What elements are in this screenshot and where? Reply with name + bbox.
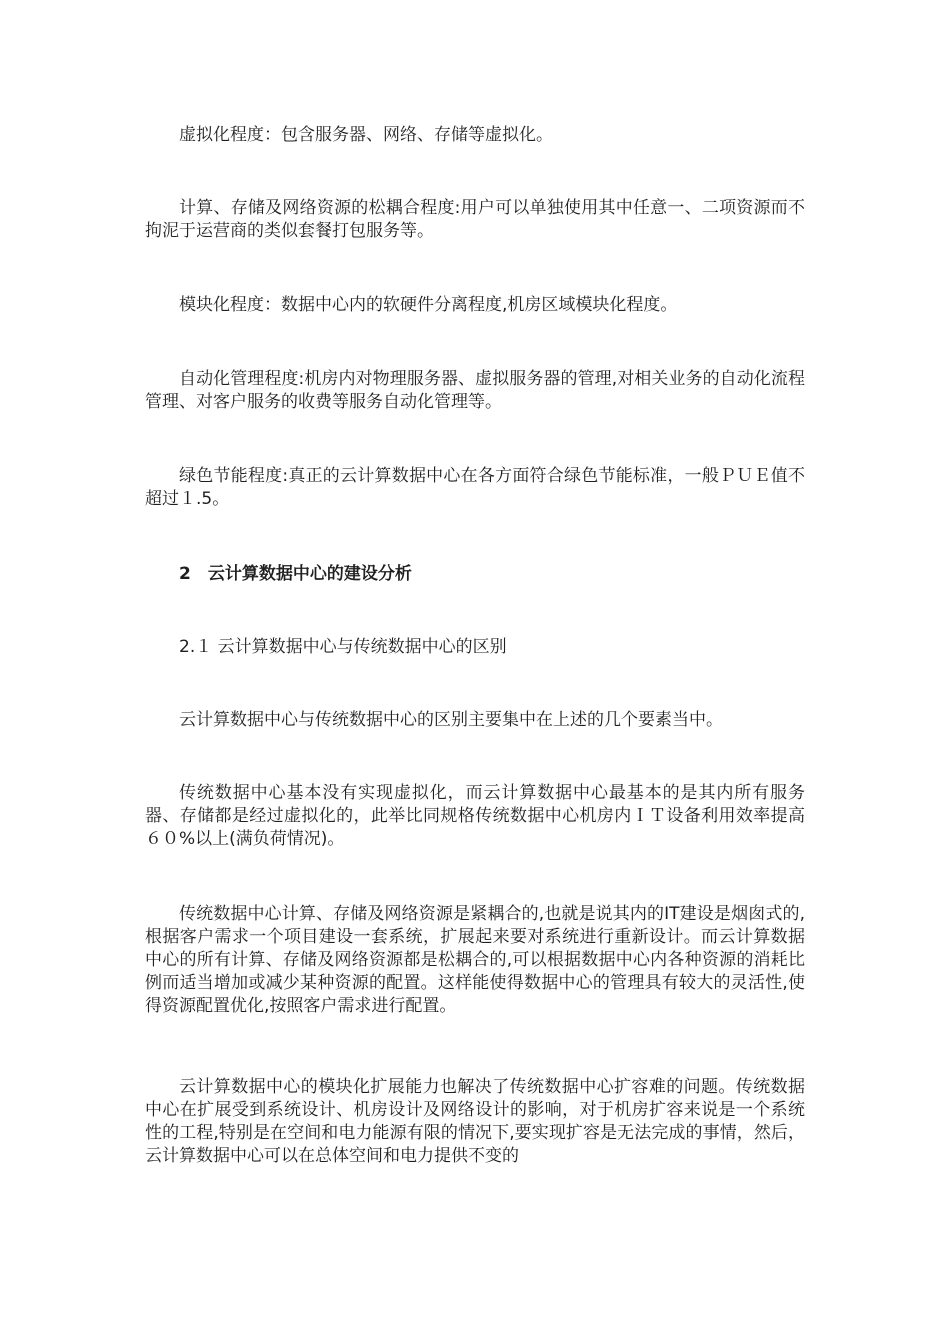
section-heading: 2 云计算数据中心的建设分析 — [179, 564, 412, 584]
paragraph-green-energy: 绿色节能程度:真正的云计算数据中心在各方面符合绿色节能标准，一般ＰＵＥ值不超过１.5。 — [145, 466, 805, 509]
paragraph-automation: 自动化管理程度:机房内对物理服务器、虚拟服务器的管理,对相关业务的自动化流程管理、对客户服务的收费等服务自动化管理等。 — [145, 369, 805, 412]
paragraph-virtualization: 虚拟化程度：包含服务器、网络、存储等虚拟化。 — [179, 125, 553, 145]
paragraph-virtualization-comparison: 传统数据中心基本没有实现虚拟化，而云计算数据中心最基本的是其内所有服务器、存储都是经过虚拟化的，此举比同规格传统数据中心机房内ＩＴ设备利用效率提高６０%以上(满负荷情况)。 — [145, 783, 805, 849]
paragraph-coupling-comparison: 传统数据中心计算、存储及网络资源是紧耦合的,也就是说其内的IT建设是烟囱式的,根据客户需求一个项目建设一套系统，扩展起来要对系统进行重新设计。而云计算数据中心的所有计算、存储及网络资源都是松耦合的,可以根据数据中心内各种资源的消耗比例而适当增加或减少某种资源的配置。这样能使得数据中心的管理具有较大的灵活性,使得资源配置优化,按照客户需求进行配置。 — [145, 904, 805, 1016]
paragraph-loose-coupling: 计算、存储及网络资源的松耦合程度:用户可以单独使用其中任意一、二项资源而不拘泥于运营商的类似套餐打包服务等。 — [145, 198, 805, 241]
paragraph-difference-summary: 云计算数据中心与传统数据中心的区别主要集中在上述的几个要素当中。 — [179, 710, 723, 730]
paragraph-modularization: 模块化程度：数据中心内的软硬件分离程度,机房区域模块化程度。 — [179, 295, 678, 315]
paragraph-modular-expansion: 云计算数据中心的模块化扩展能力也解决了传统数据中心扩容难的问题。传统数据中心在扩展受到系统设计、机房设计及网络设计的影响，对于机房扩容来说是一个系统性的工程,特别是在空间和电力能源有限的情况下,要实现扩容是无法完成的事情，然后，云计算数据中心可以在总体空间和电力提供不变的 — [145, 1077, 805, 1166]
subsection-heading: 2.１ 云计算数据中心与传统数据中心的区别 — [179, 637, 507, 657]
